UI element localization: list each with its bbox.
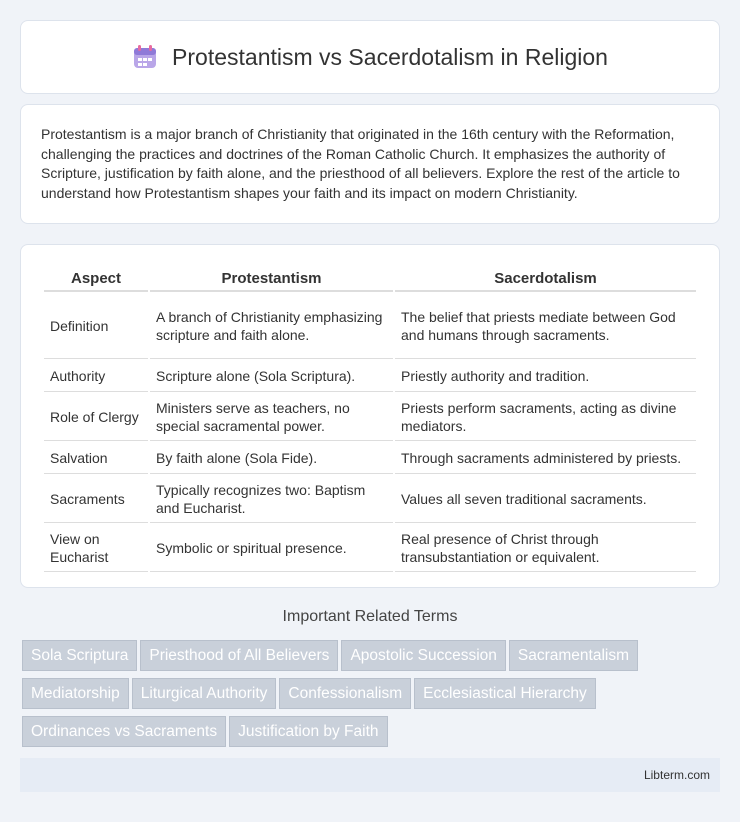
table-cell: Definition [44,294,148,359]
table-cell: View on Eucharist [44,525,148,572]
footer [20,758,720,792]
table-cell: Scripture alone (Sola Scriptura). [150,361,393,392]
page-title: Protestantism vs Sacerdotalism in Religion [172,43,608,70]
table-row [44,525,696,572]
related-term-tag[interactable]: Apostolic Succession [341,640,505,671]
table-row [44,361,696,392]
related-term-tag[interactable]: Ordinances vs Sacraments [22,716,226,747]
table-cell: Priestly authority and tradition. [395,361,696,392]
table-cell: Real presence of Christ through transubstantiation or equivalent. [395,525,696,572]
related-term-tag[interactable]: Sacramentalism [509,640,638,671]
table-cell: Priests perform sacraments, acting as divine mediators. [395,394,696,441]
table-cell: The belief that priests mediate between God and humans through sacraments. [395,294,696,359]
column-header-aspect: Aspect [44,267,148,292]
related-term-tag[interactable]: Justification by Faith [229,716,387,747]
footer-site-link[interactable]: Libterm.com [643,768,710,782]
table-cell: Ministers serve as teachers, no special sacramental power. [150,394,393,441]
related-term-tag[interactable]: Priesthood of All Believers [140,640,338,671]
table-cell: Values all seven traditional sacraments. [395,476,696,523]
table-cell: A branch of Christianity emphasizing scripture and faith alone. [150,294,393,359]
table-cell: Sacraments [44,476,148,523]
header-card [20,20,720,94]
table-cell: Symbolic or spiritual presence. [150,525,393,572]
calendar-icon [132,44,158,70]
related-terms-list [22,640,722,754]
table-cell: Typically recognizes two: Baptism and Eucharist. [150,476,393,523]
related-term-tag[interactable]: Ecclesiastical Hierarchy [414,678,596,709]
table-cell: Authority [44,361,148,392]
table-cell: Through sacraments administered by priests. [395,443,696,474]
related-term-tag[interactable]: Confessionalism [279,678,411,709]
column-header-protestantism: Protestantism [150,267,393,292]
table-cell: By faith alone (Sola Fide). [150,443,393,474]
related-term-tag[interactable]: Mediatorship [22,678,129,709]
table-row [44,443,696,474]
intro-card [20,104,720,224]
column-header-sacerdotalism: Sacerdotalism [395,267,696,292]
table-row [44,394,696,441]
comparison-card [20,244,720,588]
table-row [44,476,696,523]
related-term-tag[interactable]: Sola Scriptura [22,640,137,671]
related-terms-title: Important Related Terms [282,608,458,625]
table-row [44,294,696,359]
intro-text: Protestantism is a major branch of Christianity that originated in the 16th century with the Reformation, challenging the practices and doctrines of the Roman Catholic Church. It emphasizes the authority of Scripture, justification by faith alone, and the priesthood of all believers. Explore the rest of the article to understand how Protestantism shapes your faith and its impact on modern Christianity. [41,126,680,201]
table-cell: Salvation [44,443,148,474]
comparison-table [42,265,698,574]
table-cell: Role of Clergy [44,394,148,441]
related-term-tag[interactable]: Liturgical Authority [132,678,277,709]
